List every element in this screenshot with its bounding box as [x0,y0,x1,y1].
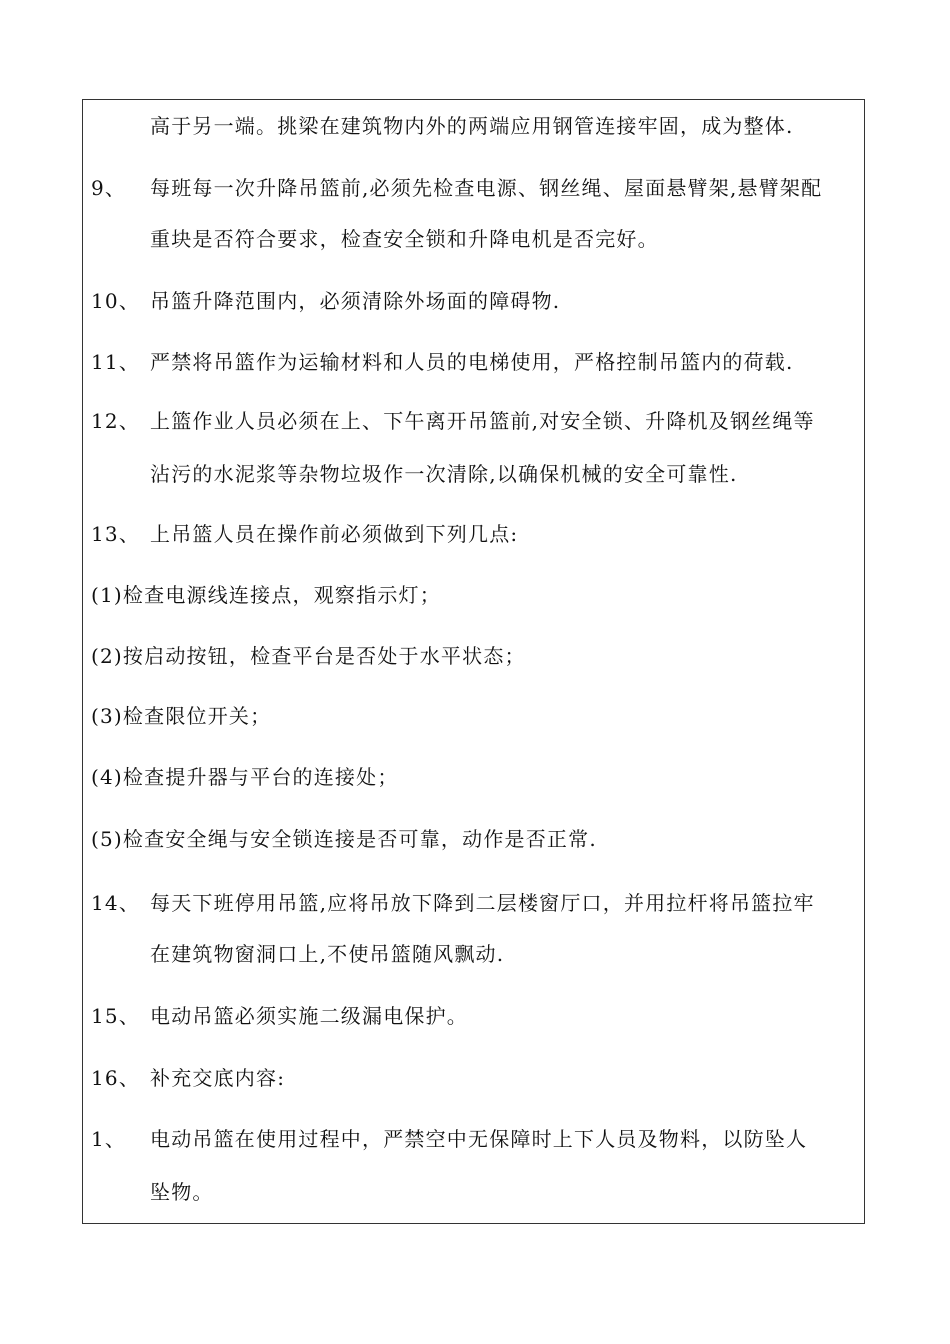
line-text: 电动吊篮在使用过程中，严禁空中无保障时上下人员及物料，以防坠人 [150,1127,808,1151]
line-text: 沾污的水泥浆等杂物垃圾作一次清除,以确保机械的安全可靠性. [150,462,738,486]
item-number: 13、 [91,522,141,546]
line-text: (1)检查电源线连接点，观察指示灯； [91,583,441,607]
line-text: 高于另一端。挑梁在建筑物内外的两端应用钢管连接牢固，成为整体. [150,114,794,138]
line-text: 每班每一次升降吊篮前,必须先检查电源、钢丝绳、屋面悬臂架,悬臂架配 [150,176,823,200]
line-text: 上吊篮人员在操作前必须做到下列几点: [150,522,519,546]
line-text: 补充交底内容: [150,1066,286,1090]
document-frame [82,99,865,1224]
item-number: 14、 [91,891,141,915]
line-text: 在建筑物窗洞口上,不使吊篮随风飘动. [150,942,505,966]
item-number: 1、 [91,1127,127,1151]
item-number: 11、 [91,350,141,374]
line-text: 严禁将吊篮作为运输材料和人员的电梯使用，严格控制吊篮内的荷载. [150,350,794,374]
line-text: (3)检查限位开关； [91,704,272,728]
item-number: 9、 [91,176,127,200]
item-number: 15、 [91,1004,141,1028]
line-text: (4)检查提升器与平台的连接处； [91,765,399,789]
line-text: 吊篮升降范围内，必须清除外场面的障碍物. [150,289,561,313]
item-number: 10、 [91,289,141,313]
line-text: 每天下班停用吊篮,应将吊放下降到二层楼窗厅口，并用拉杆将吊篮拉牢 [150,891,815,915]
item-number: 16、 [91,1066,141,1090]
line-text: 坠物。 [150,1180,214,1204]
line-text: 重块是否符合要求，检查安全锁和升降电机是否完好。 [150,227,659,251]
line-text: 电动吊篮必须实施二级漏电保护。 [150,1004,468,1028]
item-number: 12、 [91,409,141,433]
line-text: (5)检查安全绳与安全锁连接是否可靠，动作是否正常. [91,827,597,851]
line-text: (2)按启动按钮，检查平台是否处于水平状态； [91,644,526,668]
line-text: 上篮作业人员必须在上、下午离开吊篮前,对安全锁、升降机及钢丝绳等 [150,409,815,433]
